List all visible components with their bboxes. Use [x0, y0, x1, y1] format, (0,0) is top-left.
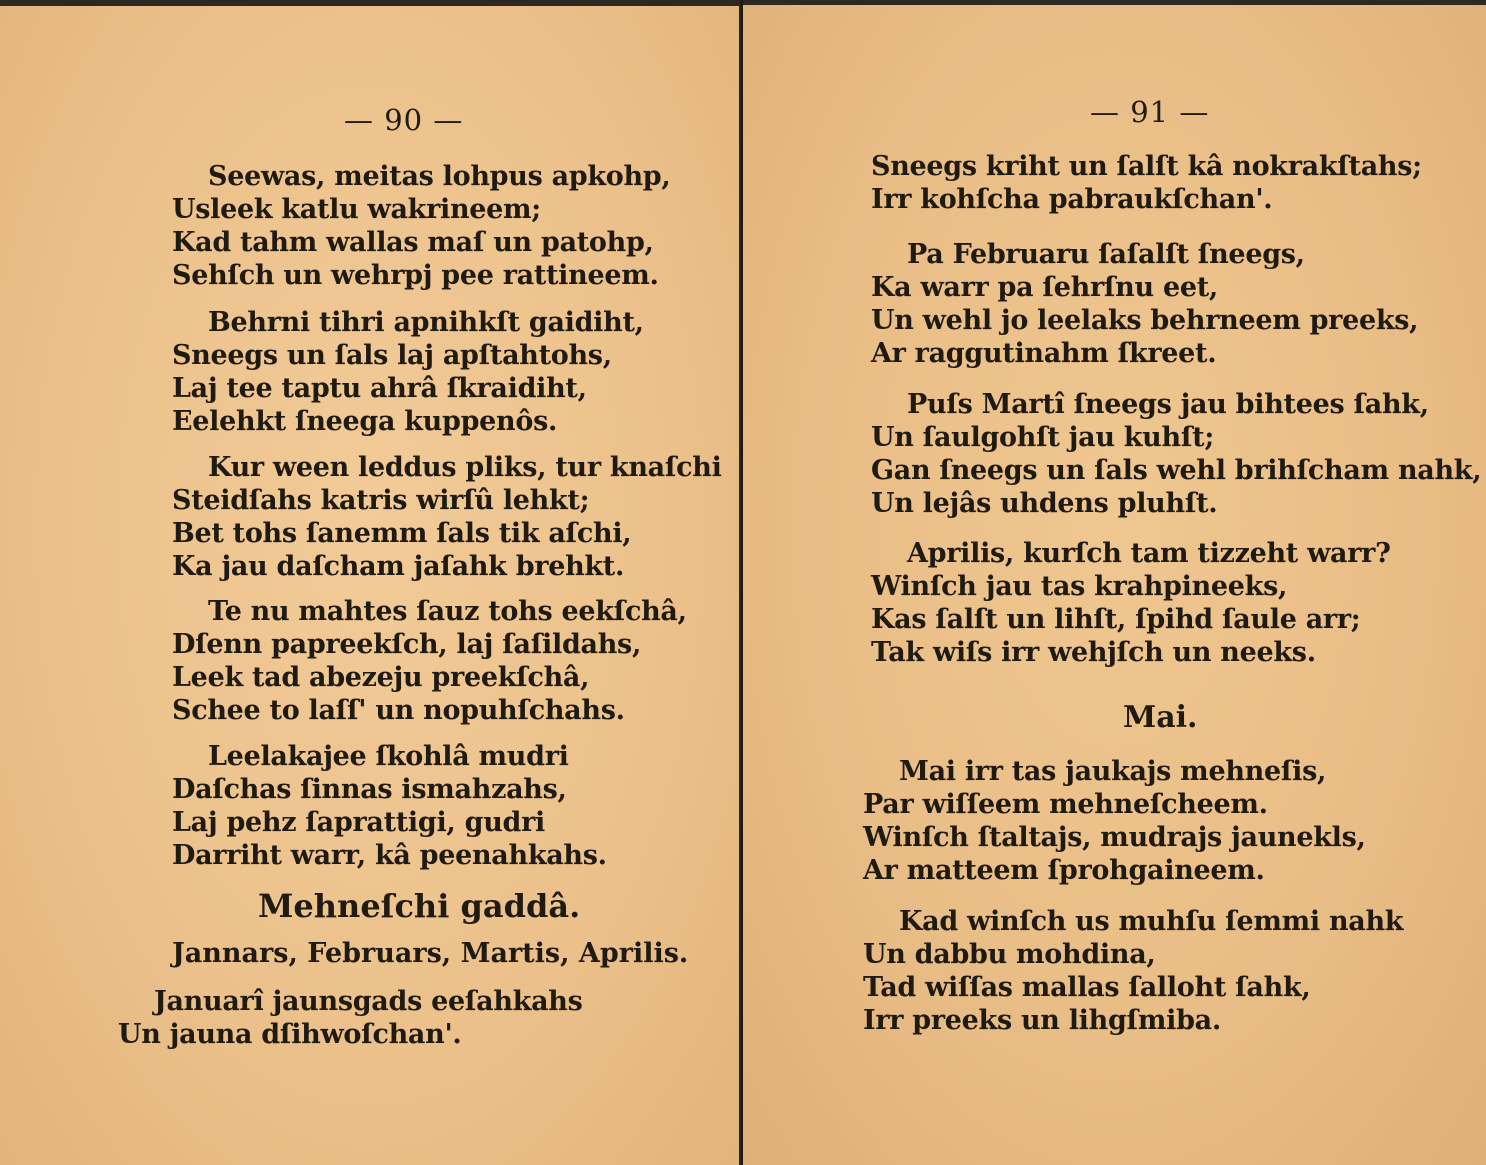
verse-line: Puſs Martî ſneegs jau bihtees ſahk,: [907, 389, 1429, 420]
verse-line: Januarî jaunsgads eeſahkahs: [154, 986, 583, 1017]
verse-line: Steidſahs katris wirſû lehkt;: [172, 485, 590, 516]
verse-line: Un dabbu mohdina,: [863, 939, 1156, 970]
verse-line: Tad wiſſas mallas ſalloht ſahk,: [863, 972, 1311, 1003]
verse-line: Sneegs kriht un ſalſt kâ nokrakſtahs;: [871, 151, 1422, 182]
right-stanza-4: [871, 537, 1391, 669]
right-stanza-5: [863, 755, 1366, 887]
verse-line: Seewas, meitas lohpus apkohp,: [208, 161, 671, 192]
verse-line: Irr preeks un lihgſmiba.: [863, 1005, 1221, 1036]
verse-line: Par wiſſeem mehneſcheem.: [863, 789, 1268, 820]
verse-line: Mai irr tas jaukajs mehneſis,: [899, 756, 1327, 787]
right-stanza-6: [863, 905, 1403, 1037]
verse-line: Schee to laſſ' un nopuhſchahs.: [172, 695, 625, 726]
verse-line: Bet tohs ſanemm ſals tik aſchi,: [172, 518, 632, 549]
section-heading: Mai.: [1123, 700, 1198, 735]
right-stanza-1: [871, 150, 1422, 216]
verse-line: Leek tad abezeju preekſchâ,: [172, 662, 590, 693]
verse-line: Sneegs un ſals laj apſtahtohs,: [172, 340, 612, 371]
left-stanza-6: [118, 985, 583, 1051]
page-number-right: — 91 —: [1090, 95, 1210, 129]
verse-line: Laj pehz ſaprattigi, gudri: [172, 807, 545, 838]
verse-line: Kas ſalſt un lihſt, ſpihd ſaule arr;: [871, 604, 1361, 635]
verse-line: Ar matteem ſprohgaineem.: [863, 855, 1265, 886]
verse-line: Dſenn papreekſch, laj ſaſildahs,: [172, 629, 642, 660]
verse-line: Eelehkt ſneega kuppenôs.: [172, 406, 558, 437]
verse-line: Kur ween leddus pliks, tur knaſchi: [208, 452, 722, 483]
verse-line: Un ſaulgohſt jau kuhſt;: [871, 422, 1214, 453]
right-stanza-3: [871, 388, 1481, 520]
left-stanza-5: [172, 740, 607, 872]
verse-line: Ka jau daſcham jaſahk brehkt.: [172, 551, 625, 582]
verse-line: Sehſch un wehrpj pee rattineem.: [172, 260, 659, 291]
verse-line: Kad winſch us muhſu ſemmi nahk: [899, 906, 1404, 937]
verse-line: Usleek katlu wakrineem;: [172, 194, 541, 225]
verse-line: Un jauna dſihwoſchan'.: [118, 1019, 462, 1050]
verse-line: Darriht warr, kâ peenahkahs.: [172, 840, 607, 871]
verse-line: Ka warr pa ſehrſnu eet,: [871, 272, 1218, 303]
left-stanza-1: [172, 160, 670, 292]
verse-line: Daſchas ſinnas ismahzahs,: [172, 774, 567, 805]
verse-line: Irr kohſcha pabraukſchan'.: [871, 184, 1273, 215]
verse-line: Behrni tihri apnihkſt gaidiht,: [208, 307, 644, 338]
left-stanza-3: [172, 451, 722, 583]
verse-line: Winſch jau tas krahpineeks,: [871, 571, 1288, 602]
verse-line: Te nu mahtes ſauz tohs eekſchâ,: [208, 596, 687, 627]
left-page: [0, 0, 741, 1165]
left-stanza-4: [172, 595, 687, 727]
verse-line: Un lejâs uhdens pluhſt.: [871, 488, 1218, 519]
verse-line: Winſch ſtaltajs, mudrajs jaunekls,: [863, 822, 1366, 853]
verse-line: Tak wiſs irr wehjſch un neeks.: [871, 637, 1316, 668]
verse-line: Gan ſneegs un ſals wehl brihſcham nahk,: [871, 455, 1482, 486]
left-stanza-2: [172, 306, 644, 438]
section-heading: Mehneſchi gaddâ.: [258, 887, 581, 925]
section-subheading: Jannars, Februars, Martis, Aprilis.: [172, 938, 689, 969]
verse-line: Ar raggutinahm ſkreet.: [871, 338, 1217, 369]
verse-line: Pa Februaru ſaſalſt ſneegs,: [907, 239, 1305, 270]
verse-line: Un wehl jo leelaks behrneem preeks,: [871, 305, 1419, 336]
right-page: [743, 0, 1486, 1165]
verse-line: Leelakajee ſkohlâ mudri: [208, 741, 569, 772]
verse-line: Laj tee taptu ahrâ ſkraidiht,: [172, 373, 587, 404]
verse-line: Aprilis, kurſch tam tizzeht warr?: [907, 538, 1391, 569]
right-stanza-2: [871, 238, 1418, 370]
verse-line: Kad tahm wallas maſ un patohp,: [172, 227, 654, 258]
page-number-left: — 90 —: [344, 103, 464, 137]
